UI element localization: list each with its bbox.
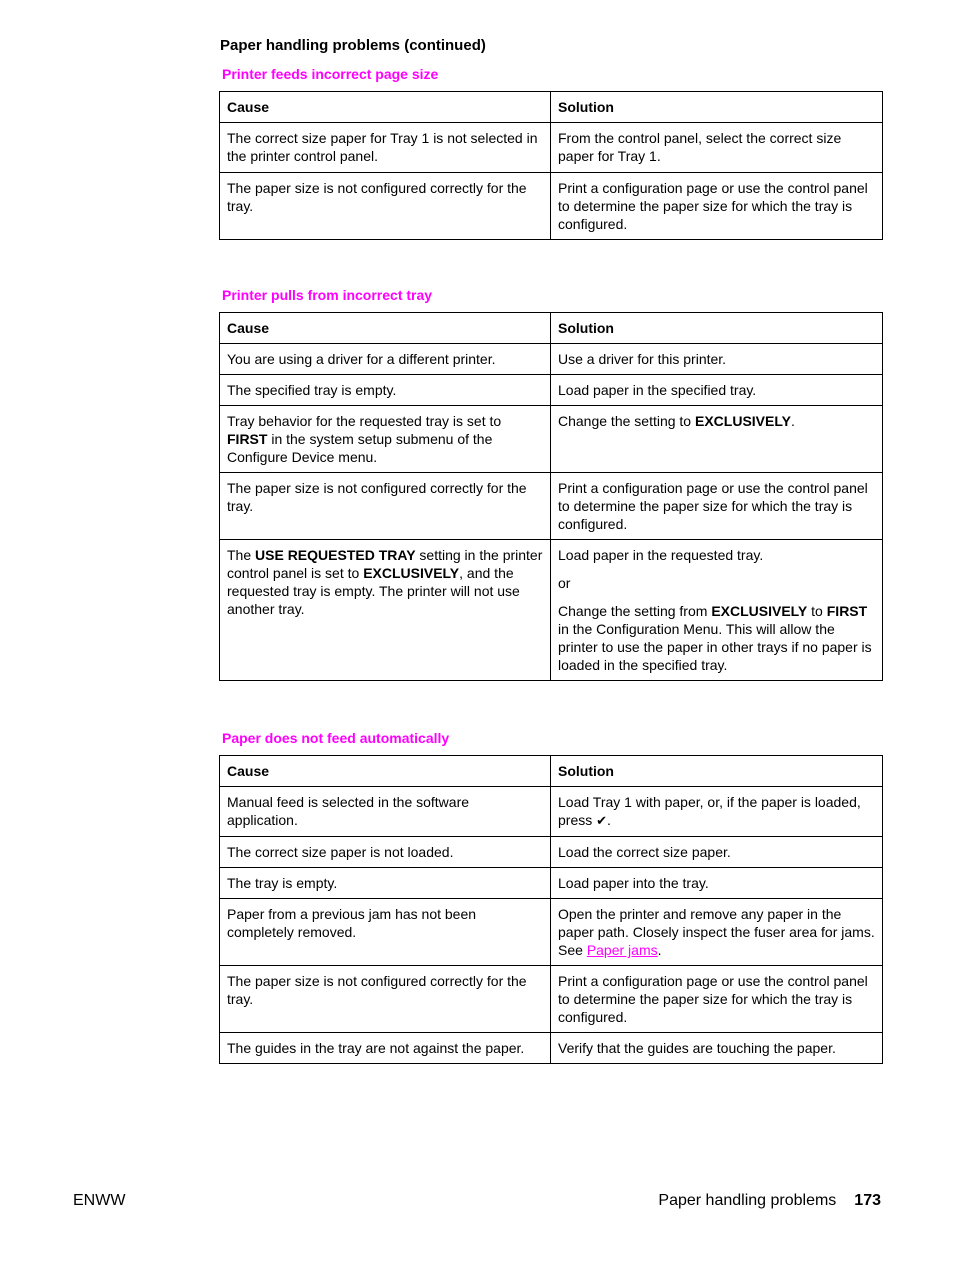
header-solution: Solution [551,313,883,344]
table-row [220,966,883,1033]
solution-text: to [807,603,827,619]
setting-value-exclusively: EXCLUSIVELY [363,565,460,581]
solution-cell: Load paper in the specified tray. [551,375,883,406]
header-cause: Cause [220,313,551,344]
setting-value-first: FIRST [826,603,868,619]
table-incorrect-tray [219,312,883,681]
page-title: Paper handling problems (continued) [220,37,486,54]
cause-cell: The correct size paper for Tray 1 is not selected in the printer control panel. [220,123,551,173]
cause-text: , and the requested tray is empty. The printer will not use another tray. [227,565,520,617]
header-cause: Cause [220,92,551,123]
table-header-row [220,92,883,123]
solution-text: Change the setting to [558,413,695,429]
cause-cell: The paper size is not configured correctly for the tray. [220,173,551,240]
solution-cell: Verify that the guides are touching the paper. [551,1033,883,1064]
solution-cell: Use a driver for this printer. [551,344,883,375]
solution-cell: Print a configuration page or use the control panel to determine the paper size for which the tray is configured. [551,173,883,240]
cause-cell: The paper size is not configured correctly for the tray. [220,473,551,540]
cause-cell: The tray is empty. [220,868,551,899]
setting-value-exclusively: EXCLUSIVELY [711,603,808,619]
cause-cell: You are using a driver for a different printer. [220,344,551,375]
footer-right [658,1192,881,1210]
footer-section-name: Paper handling problems [658,1192,837,1209]
section-title-incorrect-tray: Printer pulls from incorrect tray [222,287,433,303]
solution-text: in the Configuration Menu. This will allow the printer to use the paper in other trays if no paper is loaded in the specified tray. [558,621,872,673]
solution-text: Load Tray 1 with paper, or, if the paper is loaded, press [558,794,861,828]
table-row [220,375,883,406]
table-row [220,344,883,375]
cause-text: setting in the printer control panel is set to [227,547,543,581]
table-row [220,540,883,681]
cause-text: The [227,547,256,563]
cause-text: in the system setup submenu of the Configure Device menu. [227,431,493,465]
solution-text: . [790,413,795,429]
table-incorrect-page-size [219,91,883,240]
table-no-auto-feed [219,755,883,1064]
solution-cell [551,787,883,837]
section-title-no-auto-feed: Paper does not feed automatically [222,730,450,746]
solution-cell [551,540,883,681]
solution-cell: Print a configuration page or use the control panel to determine the paper size for which the tray is configured. [551,473,883,540]
table-row [220,1033,883,1064]
cause-cell: The paper size is not configured correctly for the tray. [220,966,551,1033]
cause-cell: Paper from a previous jam has not been completely removed. [220,899,551,966]
page-number: 173 [854,1192,881,1209]
solution-paragraph: Load paper in the requested tray. [558,547,764,563]
solution-text: Open the printer and remove any paper in the paper path. Closely inspect the fuser area for jams. See [558,906,875,958]
table-row [220,123,883,173]
solution-cell [551,406,883,473]
solution-cell: From the control panel, select the correct size paper for Tray 1. [551,123,883,173]
solution-paragraph [558,602,875,674]
solution-text: Change the setting from [558,603,712,619]
cause-cell: Manual feed is selected in the software application. [220,787,551,837]
section-title-incorrect-page-size: Printer feeds incorrect page size [222,66,439,82]
setting-name-use-requested-tray: USE REQUESTED TRAY [255,547,416,563]
cause-cell [220,406,551,473]
header-cause: Cause [220,756,551,787]
solution-text: . [607,812,611,828]
solution-cell: Load the correct size paper. [551,837,883,868]
table-row [220,868,883,899]
table-row [220,473,883,540]
table-row [220,837,883,868]
table-row [220,899,883,966]
paper-jams-link[interactable]: Paper jams [586,942,658,958]
table-row [220,406,883,473]
table-header-row [220,313,883,344]
setting-value-first: FIRST [227,431,268,447]
header-solution: Solution [551,756,883,787]
solution-cell: Load paper into the tray. [551,868,883,899]
table-row [220,173,883,240]
setting-value-exclusively: EXCLUSIVELY [695,413,791,429]
table-row [220,787,883,837]
footer-left: ENWW [73,1192,126,1209]
solution-or: or [558,575,571,591]
solution-text: . [657,942,662,958]
checkmark-icon: ✔ [596,813,608,828]
header-solution: Solution [551,92,883,123]
cause-cell [220,540,551,681]
solution-cell: Print a configuration page or use the control panel to determine the paper size for which the tray is configured. [551,966,883,1033]
table-header-row [220,756,883,787]
cause-cell: The specified tray is empty. [220,375,551,406]
solution-cell [551,899,883,966]
cause-cell: The guides in the tray are not against the paper. [220,1033,551,1064]
cause-text: Tray behavior for the requested tray is set to [227,413,502,429]
cause-cell: The correct size paper is not loaded. [220,837,551,868]
